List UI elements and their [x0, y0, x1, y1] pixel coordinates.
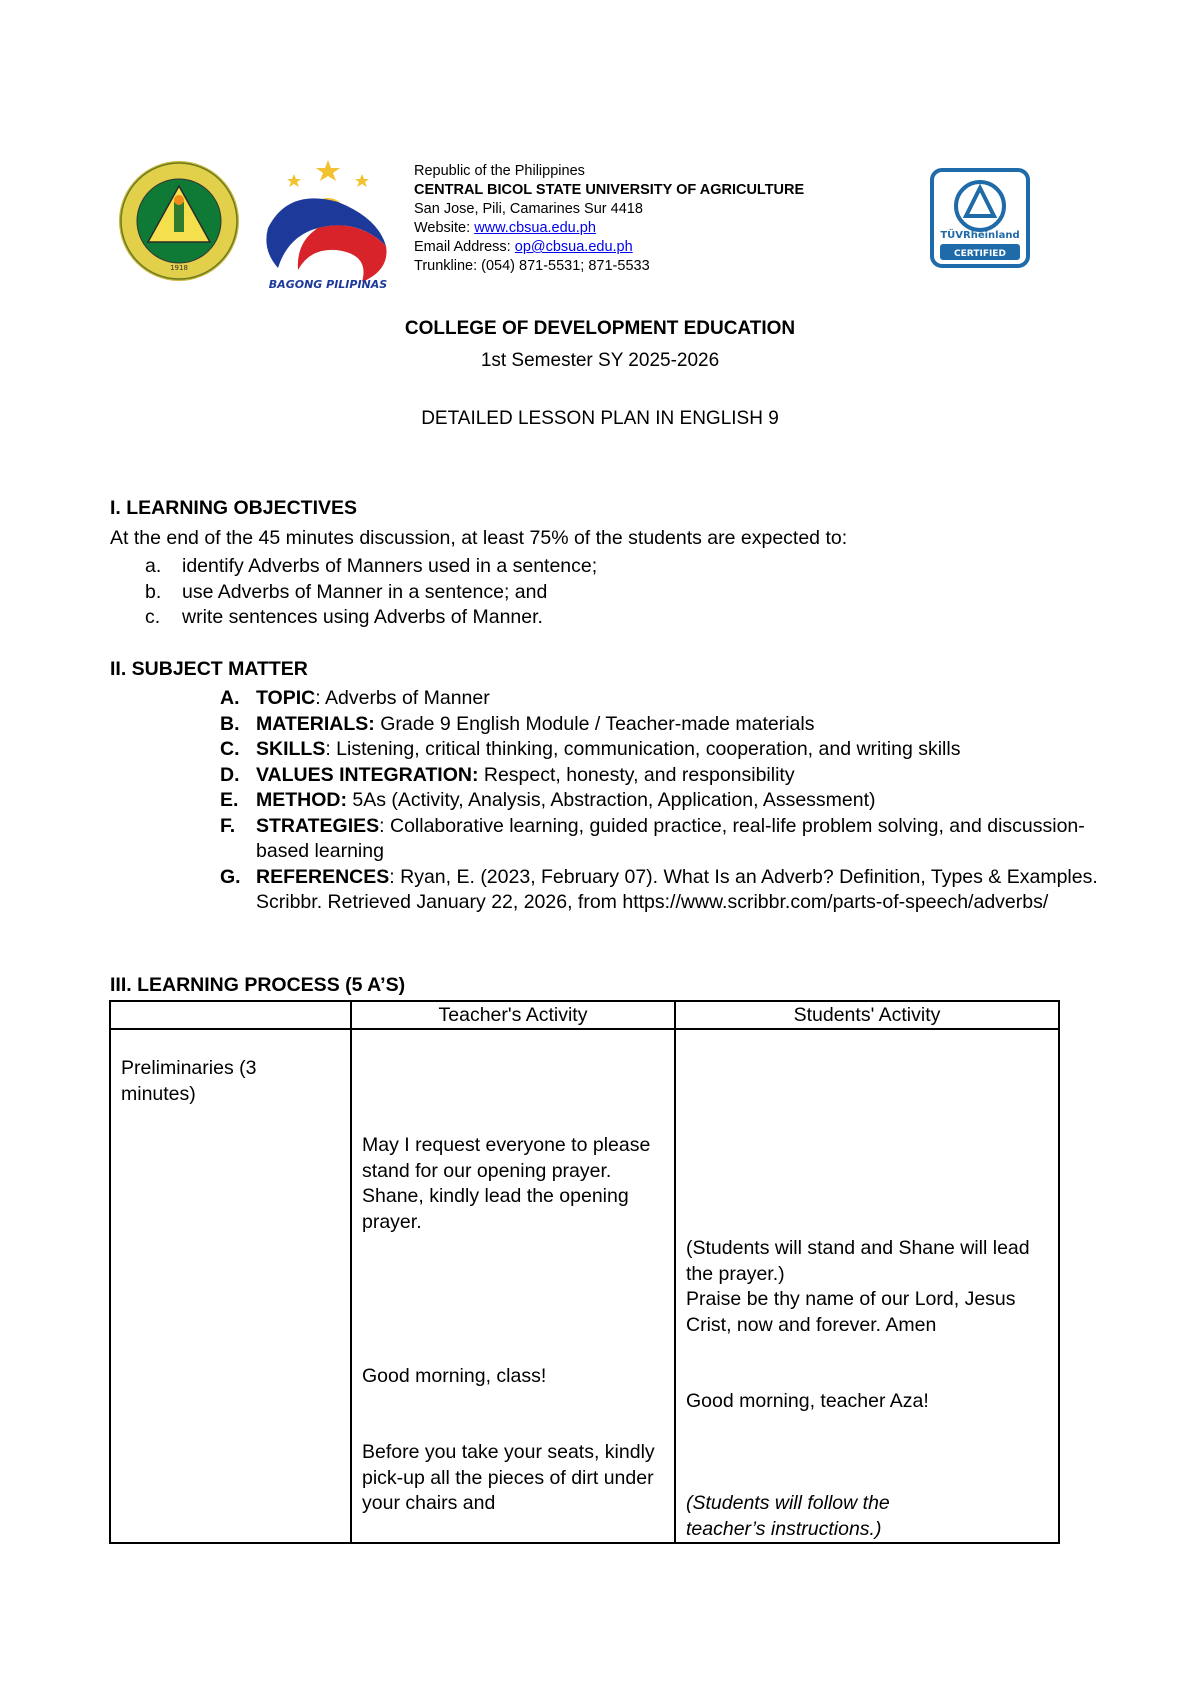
list-item — [220, 737, 1100, 763]
website-line — [414, 219, 804, 238]
cbsua-seal-logo — [118, 160, 240, 282]
tuv-rheinland-certified-logo — [930, 168, 1030, 268]
students-prayer-text: Praise be thy name of our Lord, Jesus Crist, now and forever. Amen — [686, 1288, 1016, 1336]
item-text: : Ryan, E. (2023, February 07). What Is an Adverb? Definition, Types & Examples. Scribbr. Retrieved January 22, 2026, from https://www.scribbr.com/parts-of-speech/adverbs/ — [256, 865, 1098, 913]
list-item — [220, 814, 1100, 865]
university-name: CENTRAL BICOL STATE UNIVERSITY OF AGRICULTURE — [414, 182, 805, 198]
list-item-text: identify Adverbs of Manners used in a sentence; — [182, 555, 598, 577]
list-item — [110, 554, 597, 580]
list-marker: B. — [220, 712, 240, 735]
teacher-instruction-text: Before you take your seats, kindly pick-up all the pieces of dirt under your chairs and — [362, 1441, 655, 1514]
students-prayer-note: (Students will stand and Shane will lead the prayer.) — [686, 1237, 1030, 1285]
bagong-pilipinas-logo — [258, 158, 398, 292]
item-label: METHOD: — [256, 789, 347, 811]
objectives-list — [110, 554, 597, 631]
trunkline-line: Trunkline: (054) 871-5531; 871-5533 — [414, 258, 650, 274]
stage-cell — [110, 1029, 351, 1543]
item-label: VALUES INTEGRATION: — [256, 763, 479, 786]
list-item-text: write sentences using Adverbs of Manner. — [182, 606, 543, 628]
address-line: San Jose, Pili, Camarines Sur 4418 — [414, 201, 643, 217]
item-label: MATERIALS: — [256, 712, 375, 735]
list-item — [220, 686, 1100, 712]
students-activity-cell — [675, 1029, 1059, 1543]
list-item — [110, 580, 597, 606]
list-marker: C. — [220, 738, 240, 760]
website-link[interactable]: www.cbsua.edu.ph — [474, 220, 596, 236]
list-marker: E. — [220, 789, 239, 811]
item-text: : Adverbs of Manner — [315, 687, 490, 709]
students-instruction-note: (Students will follow the teacher’s instructions.) — [686, 1492, 890, 1540]
email-line — [414, 238, 804, 257]
item-label: TOPIC — [256, 687, 316, 709]
objectives-intro: At the end of the 45 minutes discussion, at least 75% of the students are expected to: — [110, 527, 848, 549]
table-row — [110, 1029, 1059, 1543]
list-marker: G. — [220, 865, 241, 888]
learning-process-heading: III. LEARNING PROCESS (5 A’S) — [110, 974, 406, 996]
list-marker: F. — [220, 814, 236, 837]
college-title: COLLEGE OF DEVELOPMENT EDUCATION — [404, 318, 796, 339]
seal-year: 1918 — [170, 264, 188, 272]
item-label: STRATEGIES — [256, 814, 380, 837]
semester-line: 1st Semester SY 2025-2026 — [480, 350, 720, 371]
list-marker: b. — [145, 580, 162, 603]
list-item — [110, 605, 597, 631]
list-item — [220, 865, 1100, 916]
students-greeting-text: Good morning, teacher Aza! — [686, 1390, 929, 1412]
teacher-prayer-text: May I request everyone to please stand for our opening prayer. Shane, kindly lead the opening prayer. — [362, 1134, 651, 1233]
list-item-text: use Adverbs of Manner in a sentence; and — [182, 580, 548, 603]
tuv-certified-text: CERTIFIED — [954, 249, 1006, 259]
students-column-header: Students' Activity — [675, 1001, 1059, 1029]
subject-matter-heading: II. SUBJECT MATTER — [110, 658, 308, 680]
list-item — [220, 712, 1100, 738]
list-marker: A. — [220, 687, 240, 709]
item-text: 5As (Activity, Analysis, Abstraction, Application, Assessment) — [347, 789, 876, 811]
objectives-heading: I. LEARNING OBJECTIVES — [110, 497, 358, 519]
email-link[interactable]: op@cbsua.edu.ph — [514, 239, 633, 255]
list-marker: c. — [145, 606, 161, 628]
stage-label: Preliminaries (3 minutes) — [121, 1057, 257, 1105]
bagong-pilipinas-text: BAGONG PILIPINAS — [268, 278, 388, 291]
learning-process-table — [109, 1000, 1060, 1544]
tuv-brand-text: TÜVRheinland — [940, 230, 1020, 241]
subject-matter-list — [220, 686, 1100, 916]
email-label: Email Address: — [414, 239, 515, 255]
item-text: Respect, honesty, and responsibility — [478, 763, 795, 786]
republic-line: Republic of the Philippines — [414, 163, 585, 179]
item-text: Grade 9 English Module / Teacher-made materials — [374, 712, 815, 735]
item-text: : Listening, critical thinking, communication, cooperation, and writing skills — [325, 738, 961, 760]
website-label: Website: — [414, 220, 475, 236]
item-text: : Collaborative learning, guided practice, real-life problem solving, and discussion-based learning — [256, 814, 1085, 862]
list-item — [220, 763, 1100, 789]
stage-column-header — [110, 1001, 351, 1029]
list-marker: a. — [145, 555, 162, 577]
item-label: REFERENCES — [256, 865, 390, 888]
university-header — [414, 162, 804, 276]
teacher-greeting-text: Good morning, class! — [362, 1365, 547, 1387]
teacher-activity-cell — [351, 1029, 675, 1543]
table-header-row — [110, 1001, 1059, 1029]
list-item — [220, 788, 1100, 814]
teacher-column-header: Teacher's Activity — [351, 1001, 675, 1029]
list-marker: D. — [220, 763, 240, 786]
lesson-plan-title: DETAILED LESSON PLAN IN ENGLISH 9 — [421, 408, 779, 429]
item-label: SKILLS — [256, 738, 326, 760]
